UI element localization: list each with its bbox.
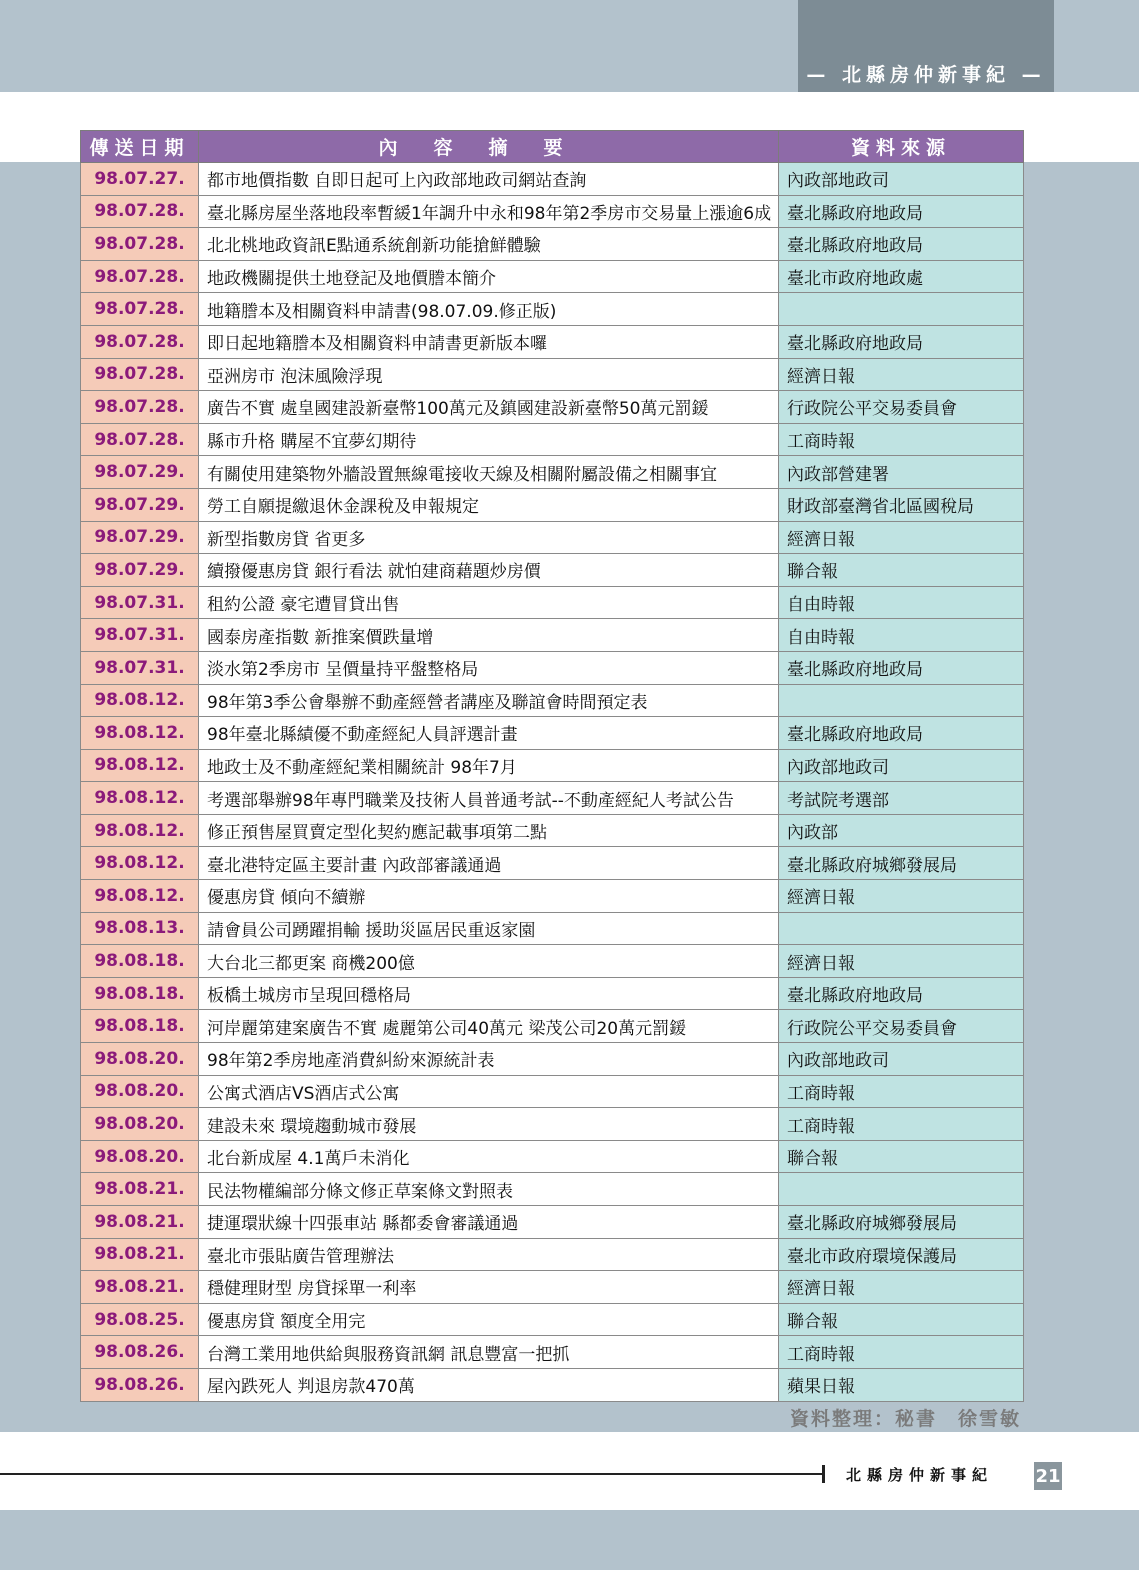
date-cell: 98.08.18. (81, 977, 199, 1010)
source-cell (779, 912, 1024, 945)
table-row (81, 228, 1024, 261)
table-header-row (81, 131, 1024, 163)
date-cell: 98.08.12. (81, 847, 199, 880)
source-cell: 財政部臺灣省北區國稅局 (779, 488, 1024, 521)
content-cell: 國泰房產指數 新推案價跌量增 (199, 619, 779, 652)
source-cell: 工商時報 (779, 1108, 1024, 1141)
table-row (81, 1336, 1024, 1369)
content-cell: 廣告不實 處皇國建設新臺幣100萬元及鎮國建設新臺幣50萬元罰鍰 (199, 391, 779, 424)
source-cell: 臺北縣政府城鄉發展局 (779, 847, 1024, 880)
date-cell: 98.07.29. (81, 456, 199, 489)
date-cell: 98.08.26. (81, 1336, 199, 1369)
date-cell: 98.07.28. (81, 228, 199, 261)
source-cell: 聯合報 (779, 1303, 1024, 1336)
content-cell: 即日起地籍謄本及相關資料申請書更新版本囉 (199, 325, 779, 358)
source-cell: 行政院公平交易委員會 (779, 391, 1024, 424)
source-cell: 蘋果日報 (779, 1368, 1024, 1401)
footer-rule (0, 1473, 822, 1475)
content-cell: 修正預售屋買賣定型化契約應記載事項第二點 (199, 814, 779, 847)
source-cell: 臺北市政府地政處 (779, 260, 1024, 293)
source-cell: 經濟日報 (779, 521, 1024, 554)
content-cell: 臺北市張貼廣告管理辦法 (199, 1238, 779, 1271)
date-cell: 98.08.21. (81, 1206, 199, 1239)
news-table (80, 130, 1024, 1402)
footer-tick (822, 1465, 825, 1483)
content-cell: 北北桃地政資訊E點通系統創新功能搶鮮體驗 (199, 228, 779, 261)
table-row (81, 1303, 1024, 1336)
source-cell: 內政部地政司 (779, 1043, 1024, 1076)
date-cell: 98.08.20. (81, 1108, 199, 1141)
table-row (81, 1010, 1024, 1043)
table-body (81, 163, 1024, 1402)
source-cell (779, 684, 1024, 717)
source-cell: 內政部營建署 (779, 456, 1024, 489)
content-cell: 請會員公司踴躍捐輸 援助災區居民重返家園 (199, 912, 779, 945)
source-cell: 臺北縣政府地政局 (779, 717, 1024, 750)
date-cell: 98.08.21. (81, 1238, 199, 1271)
content-cell: 新型指數房貸 省更多 (199, 521, 779, 554)
bottom-band (0, 1510, 1139, 1570)
header-source: 資料來源 (779, 131, 1024, 163)
date-cell: 98.08.20. (81, 1075, 199, 1108)
source-cell: 聯合報 (779, 554, 1024, 587)
content-cell: 民法物權編部分條文修正草案條文對照表 (199, 1173, 779, 1206)
content-cell: 臺北縣房屋坐落地段率暫緩1年調升中永和98年第2季房市交易量上漲逾6成 (199, 195, 779, 228)
content-cell: 穩健理財型 房貸採單一利率 (199, 1271, 779, 1304)
source-cell: 臺北市政府環境保護局 (779, 1238, 1024, 1271)
content-cell: 有關使用建築物外牆設置無線電接收天線及相關附屬設備之相關事宜 (199, 456, 779, 489)
footer-title: 北縣房仲新事紀 (846, 1466, 994, 1484)
date-cell: 98.08.25. (81, 1303, 199, 1336)
source-cell: 內政部 (779, 814, 1024, 847)
date-cell: 98.08.12. (81, 684, 199, 717)
date-cell: 98.08.12. (81, 880, 199, 913)
date-cell: 98.08.12. (81, 749, 199, 782)
date-cell: 98.07.28. (81, 391, 199, 424)
date-cell: 98.08.12. (81, 717, 199, 750)
date-cell: 98.07.28. (81, 325, 199, 358)
table-row (81, 325, 1024, 358)
source-cell: 工商時報 (779, 423, 1024, 456)
date-cell: 98.08.18. (81, 945, 199, 978)
content-cell: 建設未來 環境趨動城市發展 (199, 1108, 779, 1141)
table-row (81, 1108, 1024, 1141)
date-cell: 98.07.29. (81, 488, 199, 521)
content-cell: 板橋土城房市呈現回穩格局 (199, 977, 779, 1010)
table-row (81, 880, 1024, 913)
source-cell: 經濟日報 (779, 358, 1024, 391)
table-row (81, 1368, 1024, 1401)
date-cell: 98.08.20. (81, 1043, 199, 1076)
source-cell: 臺北縣政府地政局 (779, 228, 1024, 261)
content-cell: 河岸麗第建案廣告不實 處麗第公司40萬元 梁茂公司20萬元罰鍰 (199, 1010, 779, 1043)
header-content: 內容摘要 (199, 131, 779, 163)
table-row (81, 488, 1024, 521)
content-cell: 臺北港特定區主要計畫 內政部審議通過 (199, 847, 779, 880)
source-cell: 內政部地政司 (779, 749, 1024, 782)
table-row (81, 1075, 1024, 1108)
table-row (81, 651, 1024, 684)
table-row (81, 684, 1024, 717)
table-row (81, 1238, 1024, 1271)
table-row (81, 619, 1024, 652)
source-cell: 臺北縣政府地政局 (779, 195, 1024, 228)
content-cell: 地政士及不動產經紀業相關統計 98年7月 (199, 749, 779, 782)
content-cell: 都市地價指數 自即日起可上內政部地政司網站查詢 (199, 163, 779, 196)
source-cell (779, 293, 1024, 326)
content-cell: 淡水第2季房市 呈價量持平盤整格局 (199, 651, 779, 684)
source-cell: 工商時報 (779, 1075, 1024, 1108)
content-cell: 98年第2季房地產消費糾紛來源統計表 (199, 1043, 779, 1076)
content-cell: 租約公證 豪宅遭冒貸出售 (199, 586, 779, 619)
table-row (81, 391, 1024, 424)
date-cell: 98.07.28. (81, 358, 199, 391)
table-row (81, 521, 1024, 554)
content-cell: 縣市升格 購屋不宜夢幻期待 (199, 423, 779, 456)
table-row (81, 195, 1024, 228)
table-row (81, 912, 1024, 945)
source-cell: 自由時報 (779, 586, 1024, 619)
date-cell: 98.08.13. (81, 912, 199, 945)
table-row (81, 1043, 1024, 1076)
source-cell: 自由時報 (779, 619, 1024, 652)
table-row (81, 977, 1024, 1010)
source-cell: 臺北縣政府地政局 (779, 651, 1024, 684)
date-cell: 98.07.29. (81, 521, 199, 554)
source-cell: 經濟日報 (779, 945, 1024, 978)
date-cell: 98.07.28. (81, 195, 199, 228)
source-cell: 聯合報 (779, 1140, 1024, 1173)
date-cell: 98.08.12. (81, 814, 199, 847)
table-row (81, 163, 1024, 196)
content-cell: 98年臺北縣績優不動產經紀人員評選計畫 (199, 717, 779, 750)
table-row (81, 423, 1024, 456)
date-cell: 98.07.27. (81, 163, 199, 196)
date-cell: 98.07.29. (81, 554, 199, 587)
source-cell: 經濟日報 (779, 880, 1024, 913)
table-row (81, 814, 1024, 847)
date-cell: 98.08.18. (81, 1010, 199, 1043)
content-cell: 地政機關提供土地登記及地價謄本簡介 (199, 260, 779, 293)
table-row (81, 1206, 1024, 1239)
content-cell: 大台北三都更案 商機200億 (199, 945, 779, 978)
table-row (81, 1173, 1024, 1206)
table-row (81, 358, 1024, 391)
content-cell: 優惠房貸 傾向不續辦 (199, 880, 779, 913)
content-cell: 公寓式酒店VS酒店式公寓 (199, 1075, 779, 1108)
table-row (81, 260, 1024, 293)
table-row (81, 293, 1024, 326)
content-cell: 地籍謄本及相關資料申請書(98.07.09.修正版) (199, 293, 779, 326)
source-cell: 行政院公平交易委員會 (779, 1010, 1024, 1043)
page-number: 21 (1034, 1462, 1062, 1490)
source-cell: 經濟日報 (779, 1271, 1024, 1304)
source-cell: 臺北縣政府城鄉發展局 (779, 1206, 1024, 1239)
content-cell: 亞洲房市 泡沫風險浮現 (199, 358, 779, 391)
source-cell: 考試院考選部 (779, 782, 1024, 815)
source-cell: 臺北縣政府地政局 (779, 325, 1024, 358)
date-cell: 98.07.31. (81, 651, 199, 684)
table-row (81, 586, 1024, 619)
table-row (81, 717, 1024, 750)
table-row (81, 749, 1024, 782)
table-row (81, 782, 1024, 815)
date-cell: 98.08.12. (81, 782, 199, 815)
date-cell: 98.07.28. (81, 293, 199, 326)
content-cell: 考選部舉辦98年專門職業及技術人員普通考試--不動產經紀人考試公告 (199, 782, 779, 815)
date-cell: 98.07.28. (81, 423, 199, 456)
source-cell: 內政部地政司 (779, 163, 1024, 196)
content-cell: 勞工自願提繳退休金課稅及申報規定 (199, 488, 779, 521)
source-cell: 工商時報 (779, 1336, 1024, 1369)
date-cell: 98.08.20. (81, 1140, 199, 1173)
table-row (81, 1271, 1024, 1304)
table-row (81, 847, 1024, 880)
source-cell (779, 1173, 1024, 1206)
header-title: — 北縣房仲新事紀 — (806, 63, 1046, 86)
date-cell: 98.08.21. (81, 1271, 199, 1304)
date-cell: 98.07.31. (81, 619, 199, 652)
content-cell: 98年第3季公會舉辦不動產經營者講座及聯誼會時間預定表 (199, 684, 779, 717)
content-cell: 北台新成屋 4.1萬戶未消化 (199, 1140, 779, 1173)
table-row (81, 1140, 1024, 1173)
content-cell: 捷運環狀線十四張車站 縣都委會審議通過 (199, 1206, 779, 1239)
table-row (81, 456, 1024, 489)
date-cell: 98.08.26. (81, 1368, 199, 1401)
date-cell: 98.08.21. (81, 1173, 199, 1206)
table-row (81, 945, 1024, 978)
date-cell: 98.07.31. (81, 586, 199, 619)
date-cell: 98.07.28. (81, 260, 199, 293)
content-cell: 屋內跌死人 判退房款470萬 (199, 1368, 779, 1401)
content-cell: 續撥優惠房貸 銀行看法 就怕建商藉題炒房價 (199, 554, 779, 587)
header-date: 傳送日期 (81, 131, 199, 163)
content-cell: 優惠房貸 額度全用完 (199, 1303, 779, 1336)
source-cell: 臺北縣政府地政局 (779, 977, 1024, 1010)
content-cell: 台灣工業用地供給與服務資訊網 訊息豐富一把抓 (199, 1336, 779, 1369)
table-row (81, 554, 1024, 587)
compiler-credit: 資料整理：秘書 徐雪敏 (789, 1408, 1021, 1430)
